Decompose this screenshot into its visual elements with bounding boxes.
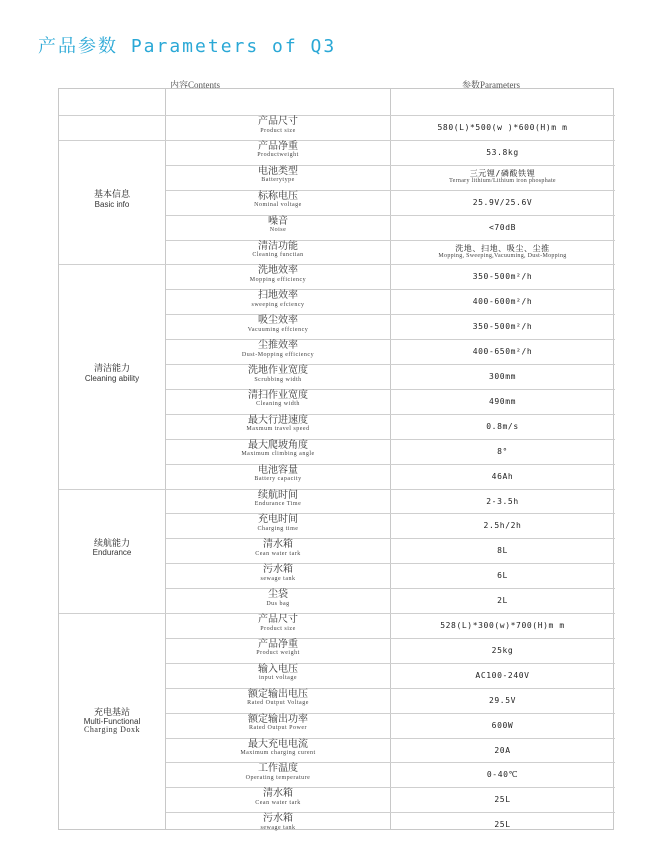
spec-item	[166, 242, 390, 259]
spec-value-main: 528(L)*300(w)*700(H)m m	[440, 621, 565, 630]
spec-value-main: 580(L)*500(w )*600(H)m m	[437, 123, 568, 132]
spec-item-en: Battery capacity	[254, 476, 302, 483]
spec-item-en: Cean water tark	[255, 799, 301, 806]
spec-item-zh: 产品净重	[258, 140, 298, 152]
row-divider	[166, 538, 615, 539]
spec-item	[166, 690, 390, 707]
spec-item-en: Scrubbing width	[254, 376, 302, 383]
spec-value	[391, 647, 614, 655]
spec-value-main: 350-500m²/h	[472, 272, 533, 282]
row-divider	[166, 190, 615, 191]
spec-value	[391, 597, 614, 605]
spec-item-zh: 扫地效率	[258, 290, 298, 302]
spec-item-zh: 最大行进速度	[248, 414, 308, 426]
spec-value-main: 29.5V	[488, 695, 517, 705]
contents-header: 内容Contents	[170, 80, 221, 90]
spec-value	[391, 722, 614, 730]
spec-value-main: 300mm	[488, 372, 517, 381]
spec-value	[391, 796, 614, 804]
section-label-zh: 充电基站	[93, 707, 130, 718]
spec-item-zh: 清水箱	[263, 539, 293, 551]
spec-item-zh: 充电时间	[258, 514, 298, 526]
row-divider	[166, 364, 615, 365]
spec-item	[166, 740, 390, 757]
spec-item	[166, 167, 390, 184]
spec-item-en: Endurance Time	[254, 501, 302, 507]
section-label-en2: Charging Doxk	[84, 725, 140, 735]
section-label	[59, 540, 165, 558]
spec-item-en: Vacuuming effciency	[247, 326, 309, 333]
spec-value-main: 8L	[497, 546, 508, 556]
spec-item	[166, 416, 390, 433]
spec-value-main: 600W	[491, 720, 514, 730]
spec-item-zh: 污水箱	[263, 813, 293, 825]
spec-value	[391, 224, 614, 232]
spec-item	[166, 665, 390, 682]
row-divider	[166, 240, 615, 241]
spec-value-main: 0.8m/s	[486, 421, 519, 431]
spec-value-main: 三元锂/磷酸铁锂	[469, 168, 536, 178]
spec-item	[166, 764, 390, 781]
spec-item-en: Maxmum travel speed	[246, 426, 310, 433]
row-divider	[166, 588, 615, 589]
spec-item-en: Batterytype	[261, 177, 295, 184]
spec-value-main: 350-500m²/h	[472, 322, 533, 332]
spec-value	[391, 821, 614, 829]
section-label-en: Multi-Functional	[83, 716, 141, 726]
spec-value	[391, 747, 614, 755]
row-divider	[166, 389, 615, 390]
spec-value-main: 490mm	[488, 396, 517, 406]
spec-item-zh: 最大爬坡角度	[248, 439, 308, 451]
spec-value-main: <70dB	[488, 222, 517, 232]
section-label	[59, 365, 165, 383]
spec-value-main: AC100-240V	[475, 670, 530, 680]
spec-item-zh: 额定输出功率	[248, 713, 308, 725]
spec-item	[166, 590, 390, 607]
spec-item	[166, 341, 390, 358]
spec-item-en: Product weight	[256, 650, 300, 657]
spec-item-en: sewage tank	[260, 575, 296, 582]
spec-item	[166, 217, 390, 234]
row-divider	[166, 638, 615, 639]
spec-value	[391, 245, 614, 260]
row-divider	[166, 314, 615, 315]
spec-item-en: Rated Output Voltage	[247, 700, 309, 707]
spec-item	[166, 142, 390, 159]
row-divider	[166, 439, 615, 440]
row-divider	[166, 165, 615, 166]
spec-value-main: 25L	[494, 795, 511, 805]
page-title: 产品参数 Parameters of Q3	[38, 36, 337, 57]
spec-item	[166, 491, 390, 508]
spec-value	[391, 473, 614, 481]
spec-item-zh: 产品尺寸	[258, 116, 298, 127]
spec-item-en: Cleaning functian	[252, 252, 304, 258]
spec-value-main: 25L	[494, 820, 511, 830]
spec-value	[391, 423, 614, 431]
row-divider	[166, 289, 615, 290]
spec-value-main: 20A	[494, 745, 511, 755]
section-divider	[59, 140, 615, 141]
spec-value	[391, 498, 614, 506]
spec-value-main: 2.5h/2h	[483, 521, 522, 531]
spec-item	[166, 466, 390, 483]
spec-item-zh: 尘推效率	[258, 340, 298, 352]
spec-item-zh: 清水箱	[263, 788, 293, 800]
spec-item	[166, 266, 390, 283]
spec-value	[391, 398, 614, 406]
parameters-header: 参数Parameters	[462, 80, 520, 90]
spec-item	[166, 565, 390, 582]
spec-item	[166, 814, 390, 831]
spec-value-main: 400-650m²/h	[472, 347, 533, 357]
table-divider	[59, 115, 615, 116]
section-divider	[59, 489, 615, 490]
spec-item-en: Productweight	[257, 152, 299, 159]
spec-item	[166, 117, 390, 134]
spec-value	[391, 298, 614, 306]
spec-value	[391, 149, 614, 157]
spec-value	[391, 448, 614, 456]
spec-item-zh: 噪音	[268, 215, 288, 227]
row-divider	[166, 563, 615, 564]
spec-item-en: Dust-Mopping efficiency	[241, 351, 315, 358]
section-divider	[59, 613, 615, 614]
spec-item-zh: 标称电压	[258, 190, 298, 202]
spec-item-en: Mopping efficiency	[249, 276, 307, 283]
spec-item	[166, 515, 390, 532]
spec-item-en: Charging time	[257, 525, 299, 532]
spec-item-zh: 最大充电电流	[248, 738, 308, 750]
section-label-zh: 续航能力	[93, 538, 130, 549]
row-divider	[166, 762, 615, 763]
spec-value-main: 25.9V/25.6V	[472, 197, 533, 207]
row-divider	[166, 738, 615, 739]
spec-item-en: Noise	[269, 227, 287, 234]
spec-item	[166, 540, 390, 557]
spec-value	[391, 622, 614, 630]
section-label	[59, 709, 165, 735]
spec-item-en: Cleaning width	[256, 401, 300, 408]
spec-item	[166, 715, 390, 732]
spec-value-main: 53.8kg	[486, 147, 519, 157]
row-divider	[166, 688, 615, 689]
spec-value-main: 洗地、扫地、吸尘、尘推	[455, 243, 550, 253]
spec-item-zh: 清扫作业宽度	[248, 389, 308, 401]
spec-item-zh: 尘袋	[268, 589, 288, 601]
row-divider	[166, 464, 615, 465]
spec-item-zh: 产品尺寸	[258, 614, 298, 625]
spec-value-sub: Ternary lithium/Lithium iron phosphate	[449, 178, 556, 185]
section-label-en: Endurance	[92, 548, 132, 558]
spec-value	[391, 572, 614, 580]
spec-item-en: Nominal voltage	[254, 202, 302, 209]
spec-item-en: sweeping efciency	[251, 301, 305, 308]
spec-value-sub: Mopping, Sweeping,Vacuuming, Dust-Mopping	[438, 252, 567, 259]
spec-item-zh: 洗地效率	[258, 265, 298, 277]
section-label-en: Basic info	[94, 199, 130, 209]
spec-value-main: 2-3.5h	[486, 496, 519, 506]
spec-item-zh: 工作温度	[258, 763, 298, 775]
spec-value-main: 2L	[497, 596, 508, 606]
spec-item-en: sewage tank	[260, 824, 296, 831]
spec-item-en: Product size	[260, 127, 296, 134]
spec-value	[391, 273, 614, 281]
spec-item	[166, 391, 390, 408]
spec-value-main: 25kg	[491, 645, 514, 655]
spec-value	[391, 323, 614, 331]
spec-item-en: Cean water tark	[255, 550, 301, 557]
spec-value	[391, 697, 614, 705]
spec-item-en: Dus bag	[266, 600, 290, 607]
spec-item	[166, 441, 390, 458]
spec-item-en: Rated Output Power	[249, 725, 307, 732]
spec-item-zh: 清洁功能	[258, 240, 298, 252]
spec-item-zh: 洗地作业宽度	[248, 365, 308, 376]
spec-value	[391, 124, 614, 132]
spec-item-zh: 续航时间	[258, 489, 298, 501]
spec-item-zh: 污水箱	[263, 564, 293, 576]
spec-value	[391, 672, 614, 680]
spec-value-main: 400-600m²/h	[472, 297, 533, 307]
section-label-zh: 清洁能力	[93, 364, 130, 375]
spec-item-en: input voltage	[259, 675, 297, 682]
spec-item-zh: 输入电压	[258, 663, 298, 675]
spec-value	[391, 522, 614, 530]
spec-value-main: 46Ah	[491, 471, 514, 481]
spec-value	[391, 771, 614, 779]
spec-item	[166, 192, 390, 209]
row-divider	[166, 215, 615, 216]
spec-table	[58, 88, 614, 830]
spec-value	[391, 547, 614, 555]
row-divider	[166, 713, 615, 714]
row-divider	[166, 812, 615, 813]
spec-item-en: Product size	[260, 625, 296, 632]
row-divider	[166, 787, 615, 788]
row-divider	[166, 414, 615, 415]
spec-value	[391, 373, 614, 381]
spec-item-zh: 产品净重	[258, 638, 298, 650]
spec-item	[166, 615, 390, 632]
spec-value	[391, 199, 614, 207]
spec-item	[166, 366, 390, 383]
spec-item-zh: 额定输出电压	[248, 688, 308, 700]
spec-item	[166, 789, 390, 806]
spec-item-en: Operating temperature	[245, 774, 311, 781]
section-label	[59, 191, 165, 209]
spec-item-zh: 吸尘效率	[258, 315, 298, 327]
spec-item-en: Maximum climbing angle	[241, 451, 315, 458]
section-divider	[59, 264, 615, 265]
row-divider	[166, 339, 615, 340]
spec-item-zh: 电池容量	[258, 464, 298, 476]
section-label-en: Cleaning ability	[84, 373, 140, 383]
row-divider	[166, 513, 615, 514]
spec-item-en: Maximum charging curent	[240, 750, 316, 756]
row-divider	[166, 663, 615, 664]
spec-value	[391, 348, 614, 356]
spec-item-zh: 电池类型	[258, 165, 298, 177]
spec-value	[391, 170, 614, 185]
spec-value-main: 8°	[497, 446, 508, 456]
spec-item	[166, 640, 390, 657]
spec-item	[166, 316, 390, 333]
spec-item	[166, 291, 390, 308]
section-label-zh: 基本信息	[93, 190, 130, 201]
spec-value-main: 6L	[497, 571, 508, 581]
spec-value-main: 0-40℃	[486, 770, 519, 780]
